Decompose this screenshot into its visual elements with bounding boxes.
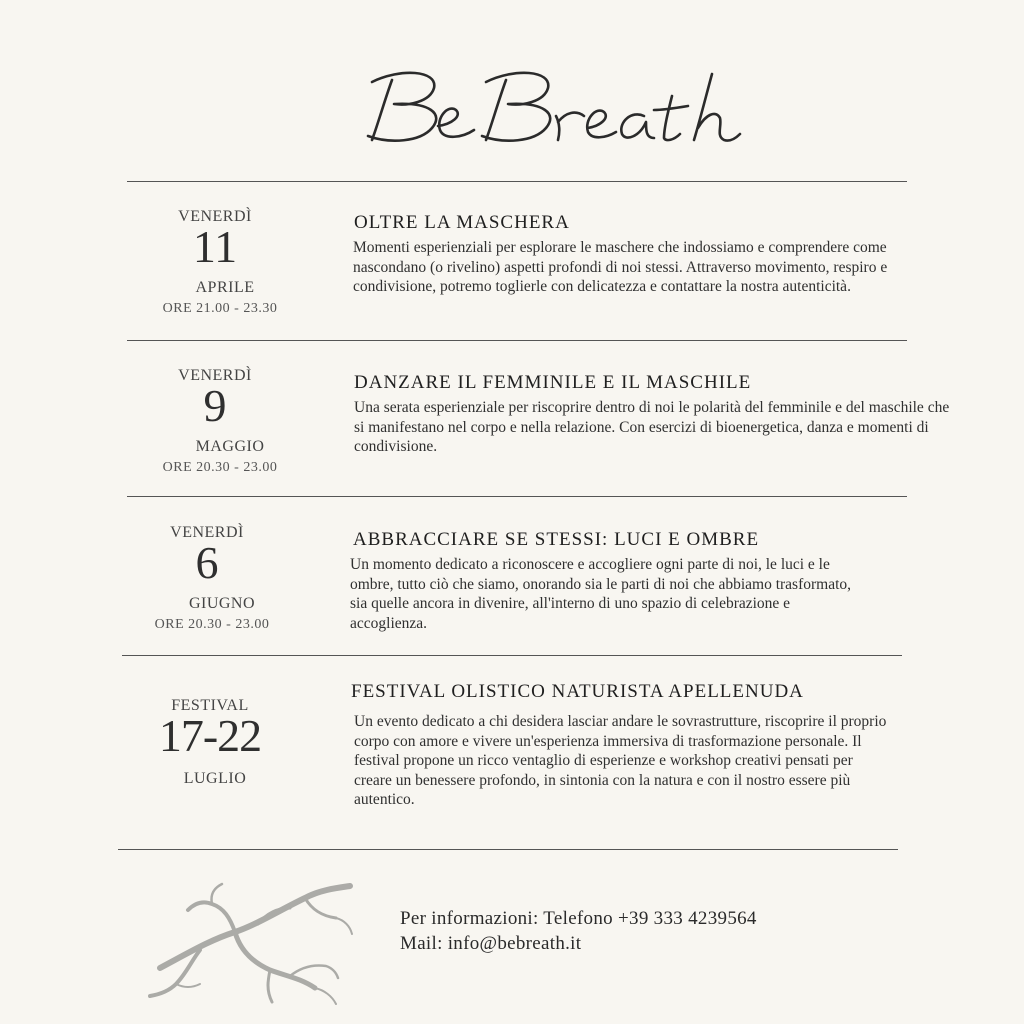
divider [127, 496, 907, 497]
event-date [140, 208, 300, 318]
event-description: Momenti esperienziali per esplorare le maschere che indossiamo e comprendere come nascondano (o rivelino) aspetti profondi di noi stessi. Attraverso movimento, respiro e condivisione, potremo toglierle con delicatezza e contattare la nostra autenticità. [353, 239, 888, 295]
event-description: Una serata esperienziale per riscoprire dentro di noi le polarità del femminile e del maschile che si manifestano nel corpo e nella relazione. Con esercizi di bioenergetica, danza e momenti di condivisione. [354, 399, 950, 455]
contact-info [400, 906, 757, 956]
divider [122, 655, 902, 656]
roots-ornament-icon [140, 880, 360, 1010]
event-month: LUGLIO [183, 770, 247, 787]
event-day: 9 [203, 380, 227, 431]
contact-phone: Per informazioni: Telefono +39 333 4239564 [400, 908, 757, 929]
event-title: DANZARE IL FEMMINILE E IL MASCHILE [354, 372, 752, 393]
divider [127, 181, 907, 182]
contact-email: Mail: info@bebreath.it [400, 933, 582, 954]
event-date [132, 524, 292, 634]
event-weekday: VENERDÌ [170, 524, 244, 541]
event-description: Un momento dedicato a riconoscere e accogliere ogni parte di noi, le luci e le ombre, tutto ciò che siamo, onorando sia le parti di noi che abbiamo trasformato, sia quelle ancora in divenire, all'interno di uno spazio di celebrazione e accoglienza. [350, 556, 852, 632]
event-month: GIUGNO [188, 595, 256, 612]
brand-script-logo [0, 52, 1024, 162]
event-weekday: VENERDÌ [178, 208, 252, 225]
brand-logo [0, 52, 1024, 162]
event-date [140, 697, 300, 789]
event-day: 17-22 [158, 710, 262, 761]
event-description: Un evento dedicato a chi desidera lasciar andare le sovrastrutture, riscoprire il proprio corpo con amore e vivere un'esperienza immersiva di trasformazione personale. Il festival propone un ricco ventaglio di esperienze e workshop creativi pensati per creare un benessere profondo, in sintonia con la natura e con il nostro essere più autentico. [354, 713, 887, 808]
event-month: MAGGIO [195, 438, 265, 455]
event-title: ABBRACCIARE SE STESSI: LUCI E OMBRE [353, 529, 760, 550]
event-title: OLTRE LA MASCHERA [354, 212, 570, 233]
event-title: FESTIVAL OLISTICO NATURISTA APELLENUDA [351, 681, 804, 702]
event-time: ORE 20.30 - 23.00 [162, 460, 278, 475]
event-weekday: VENERDÌ [178, 367, 252, 384]
event-month: APRILE [195, 279, 255, 296]
event-day: 11 [192, 221, 238, 272]
divider [127, 340, 907, 341]
event-weekday: FESTIVAL [171, 697, 249, 714]
event-date [140, 367, 300, 477]
event-day: 6 [195, 537, 219, 588]
event-time: ORE 20.30 - 23.00 [154, 617, 270, 632]
event-time: ORE 21.00 - 23.30 [162, 301, 278, 316]
divider [118, 849, 898, 850]
